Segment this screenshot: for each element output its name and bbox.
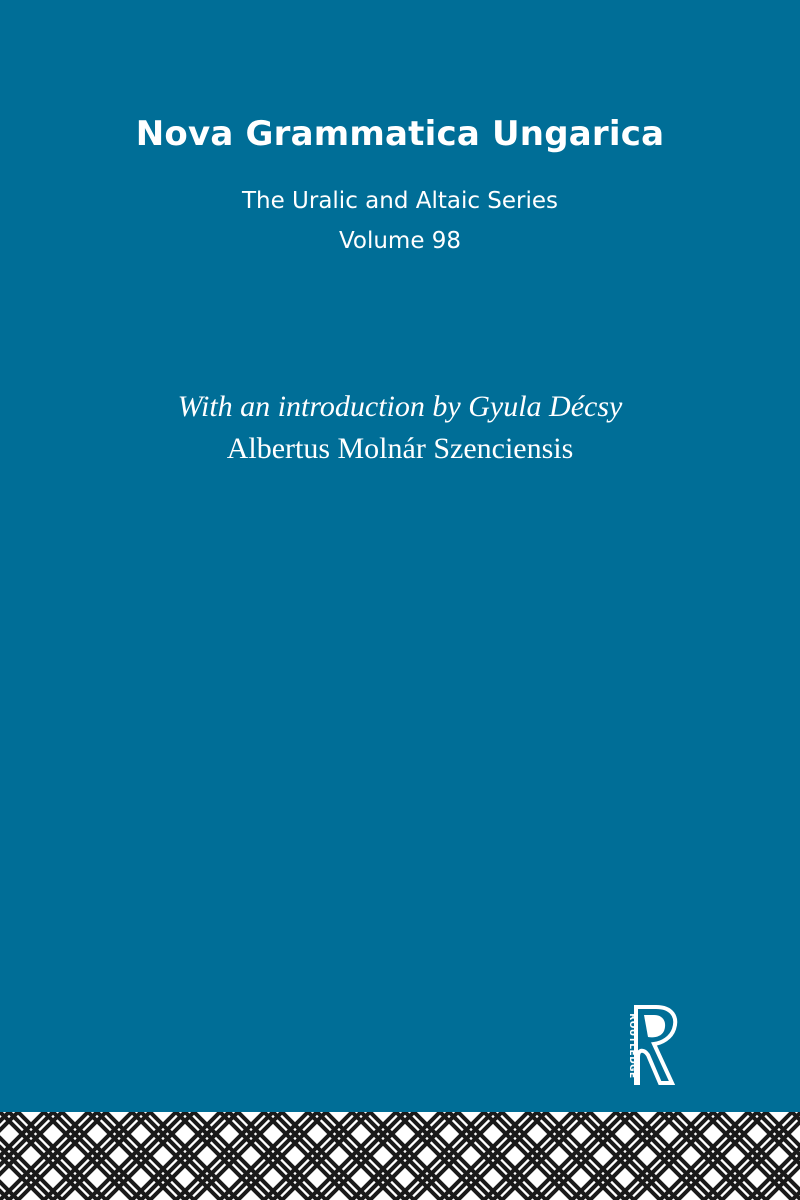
publisher-name: ROUTLEDGE bbox=[627, 1013, 637, 1079]
author-name: Albertus Molnár Szenciensis bbox=[226, 432, 574, 465]
series-name: The Uralic and Altaic Series bbox=[241, 188, 559, 214]
volume-number: Volume 98 bbox=[338, 228, 462, 254]
decorative-pattern-band bbox=[0, 1112, 800, 1200]
book-title: Nova Grammatica Ungarica bbox=[135, 114, 665, 154]
lattice-pattern bbox=[0, 1112, 800, 1200]
routledge-r-icon bbox=[622, 1003, 682, 1087]
introduction-credit: With an introduction by Gyula Décsy bbox=[177, 390, 623, 423]
